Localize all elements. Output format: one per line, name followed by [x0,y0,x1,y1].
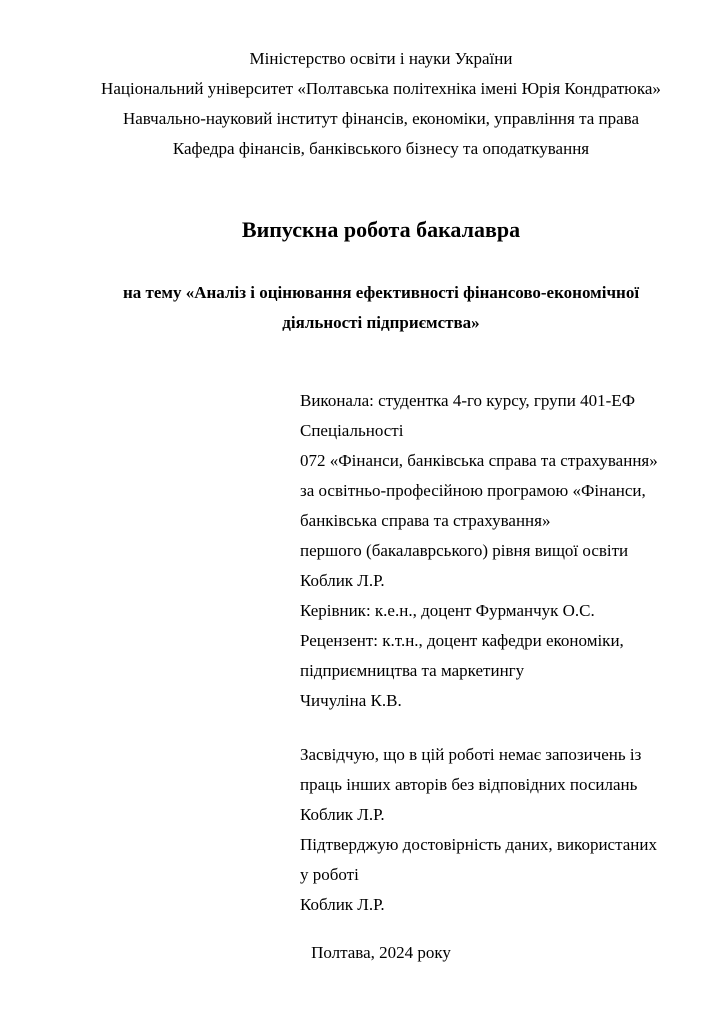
institution-header [97,44,665,164]
department-line: Кафедра фінансів, банківського бізнесу та оподаткування [172,139,590,158]
reviewer-line-1: Рецензент: к.т.н., доцент кафедри економіки, [300,631,624,650]
no-plagiarism-line-2: праць інших авторів без відповідних посилань [300,775,638,794]
signature-name-line-1: Коблик Л.Р. [300,805,385,824]
author-line: Виконала: студентка 4-го курсу, групи 401-ЕФ [300,391,636,410]
ministry-line: Міністерство освіти і науки України [249,49,513,68]
city-year-line: Полтава, 2024 року [311,943,451,962]
attestation-block [300,740,665,920]
topic-line-1: на тему «Аналіз і оцінювання ефективності фінансово-економічної [122,283,640,302]
university-line: Національний університет «Полтавська політехніка імені Юрія Кондратюка» [101,79,661,98]
institute-line: Навчально-науковий інститут фінансів, економіки, управління та права [122,109,640,128]
author-info-block [300,386,665,716]
supervisor-line: Керівник: к.е.н., доцент Фурманчук О.С. [300,601,595,620]
student-name-line: Коблик Л.Р. [300,571,385,590]
specialty-label-line: Спеціальності [300,421,404,440]
reviewer-line-2: підприємництва та маркетингу [300,661,525,680]
thesis-title: Випускна робота бакалавра [241,217,521,242]
data-validity-line-2: у роботі [300,865,359,884]
reviewer-name-line: Чичуліна К.В. [300,691,402,710]
data-validity-line-1: Підтверджую достовірність даних, використаних [300,835,657,854]
thesis-topic [97,278,665,338]
signature-name-line-2: Коблик Л.Р. [300,895,385,914]
no-plagiarism-line-1: Засвідчую, що в цій роботі немає запозичень із [300,745,642,764]
program-line-1: за освітньо-професійною програмою «Фінанси, [300,481,646,500]
program-line-2: банківська справа та страхування» [300,511,551,530]
education-level-line: першого (бакалаврського) рівня вищої освіти [300,541,629,560]
specialty-code-line: 072 «Фінанси, банківська справа та страхування» [300,451,658,470]
topic-line-2: діяльності підприємства» [282,313,480,332]
